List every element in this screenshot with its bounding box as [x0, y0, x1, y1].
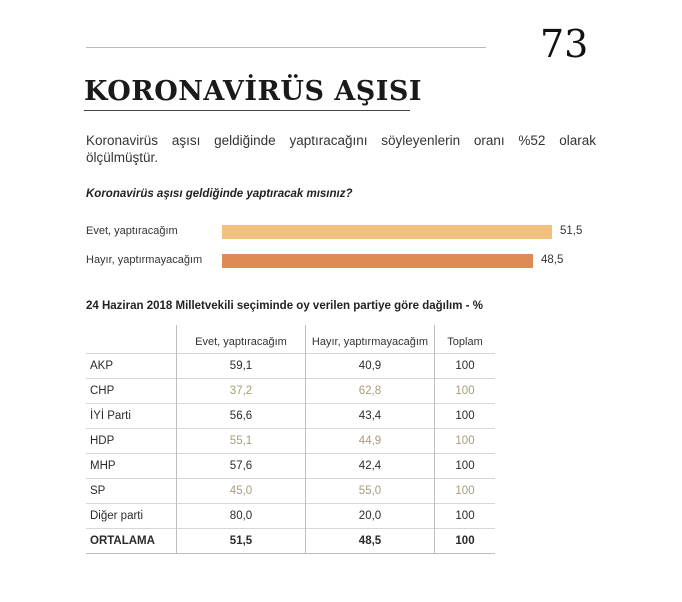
bar-value: 48,5 [541, 254, 564, 266]
table-row [86, 454, 495, 479]
evet-cell: 56,6 [177, 404, 306, 429]
table-row [86, 354, 495, 379]
header-evet: Evet, yaptıracağım [177, 325, 306, 354]
bar-value: 51,5 [560, 225, 583, 237]
hayir-cell: 40,9 [306, 354, 435, 379]
hayir-cell: 42,4 [306, 454, 435, 479]
hayir-cell: 20,0 [306, 504, 435, 529]
toplam-cell: 100 [435, 429, 496, 454]
top-rule [86, 47, 486, 48]
toplam-cell: 100 [435, 504, 496, 529]
toplam-cell: 100 [435, 454, 496, 479]
table-row [86, 479, 495, 504]
header-toplam: Toplam [435, 325, 496, 354]
party-cell: HDP [86, 429, 177, 454]
evet-cell: 51,5 [177, 529, 306, 554]
hayir-cell: 62,8 [306, 379, 435, 404]
party-cell: MHP [86, 454, 177, 479]
hayir-cell: 44,9 [306, 429, 435, 454]
page-number: 73 [540, 22, 589, 66]
bar-hayir [222, 254, 533, 268]
survey-question: Koronavirüs aşısı geldiğinde yaptıracak mısınız? [86, 188, 353, 200]
evet-cell: 80,0 [177, 504, 306, 529]
party-cell: Diğer parti [86, 504, 177, 529]
party-cell: ORTALAMA [86, 529, 177, 554]
page-title: KORONAVİRÜS AŞISI [84, 76, 423, 107]
table-row [86, 504, 495, 529]
toplam-cell: 100 [435, 379, 496, 404]
party-cell: SP [86, 479, 177, 504]
distribution-table [86, 325, 495, 554]
toplam-cell: 100 [435, 404, 496, 429]
evet-cell: 45,0 [177, 479, 306, 504]
title-underline [84, 110, 410, 111]
evet-cell: 37,2 [177, 379, 306, 404]
table-title: 24 Haziran 2018 Milletvekili seçiminde oy verilen partiye göre dağılım - % [86, 300, 483, 312]
party-cell: CHP [86, 379, 177, 404]
party-cell: İYİ Parti [86, 404, 177, 429]
bar-label: Evet, yaptıracağım [86, 225, 178, 237]
toplam-cell: 100 [435, 479, 496, 504]
party-cell: AKP [86, 354, 177, 379]
hayir-cell: 48,5 [306, 529, 435, 554]
evet-cell: 55,1 [177, 429, 306, 454]
toplam-cell: 100 [435, 354, 496, 379]
table-row-average [86, 529, 495, 554]
hayir-cell: 43,4 [306, 404, 435, 429]
header-hayir: Hayır, yaptırmayacağım [306, 325, 435, 354]
evet-cell: 57,6 [177, 454, 306, 479]
bar-evet [222, 225, 552, 239]
bar-label: Hayır, yaptırmayacağım [86, 254, 203, 266]
evet-cell: 59,1 [177, 354, 306, 379]
hayir-cell: 55,0 [306, 479, 435, 504]
intro-text: Koronavirüs aşısı geldiğinde yaptıracağını söyleyenlerin oranı %52 olarak ölçülmüştür. [86, 133, 596, 165]
table-row [86, 379, 495, 404]
table-row [86, 429, 495, 454]
table-row [86, 404, 495, 429]
toplam-cell: 100 [435, 529, 496, 554]
